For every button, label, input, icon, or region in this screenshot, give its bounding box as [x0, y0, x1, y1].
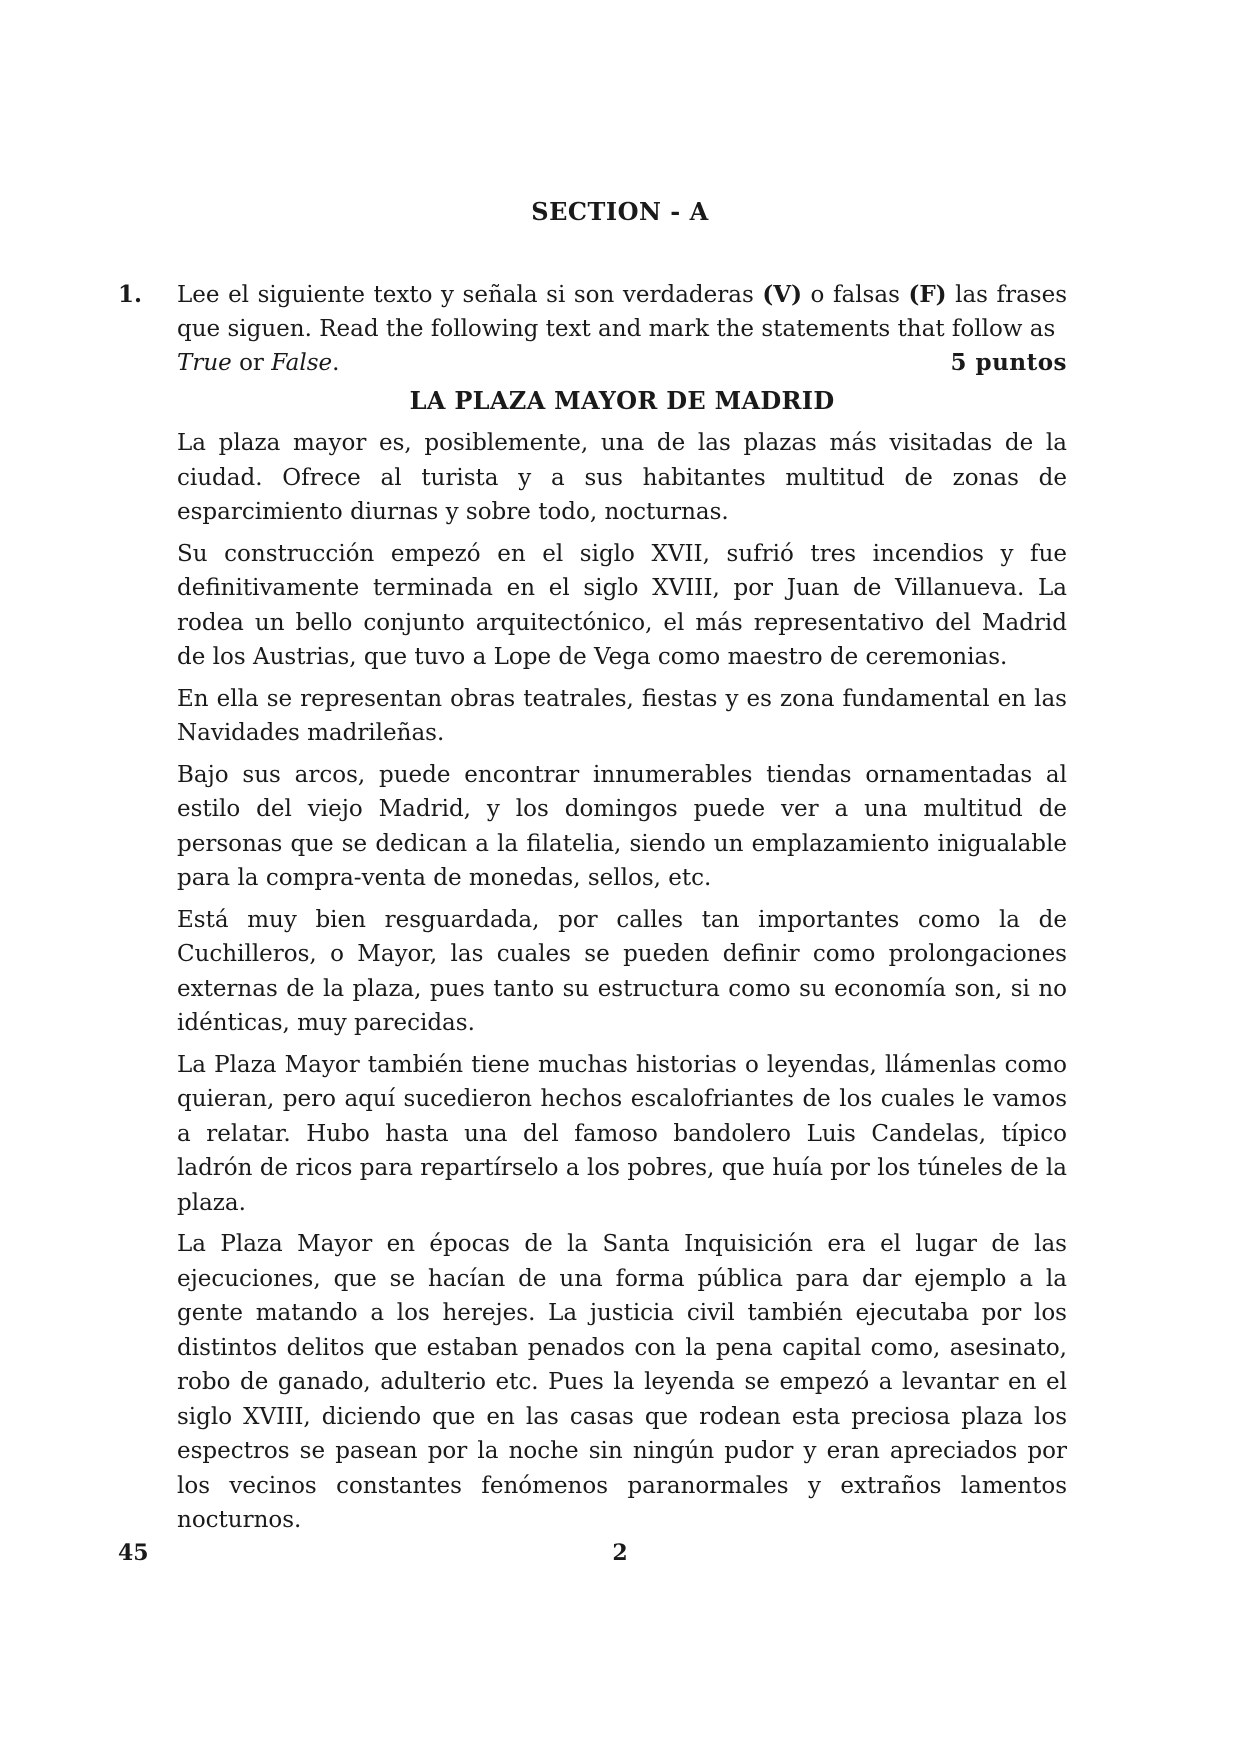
- paper-code: 45: [118, 1540, 149, 1566]
- instruction-end: .: [332, 350, 340, 376]
- instruction-text-b: o falsas: [801, 282, 909, 308]
- instruction-v-marker: (V): [762, 281, 802, 308]
- reading-title: LA PLAZA MAYOR DE MADRID: [409, 386, 835, 415]
- reading-paragraph: La plaza mayor es, posiblemente, una de las plazas más visitadas de la ciudad. Ofrece al turista y a sus habitantes multitud de zonas de esparcimiento diurnas y sobre todo, nocturnas.: [177, 430, 1067, 525]
- question-points: 5 puntos: [950, 349, 1067, 376]
- reading-paragraph: La Plaza Mayor en épocas de la Santa Inquisición era el lugar de las ejecuciones, que se hacían de una forma pública para dar ejemplo a la gente matando a los herejes. La justicia civil también ejecutaba por los distintos delitos que estaban penados con la pena capital como, asesinato, robo de ganado, adulterio etc. Pues la leyenda se empezó a levantar en el siglo XVIII, diciendo que en las casas que rodean esta preciosa plaza los espectros se pasean por la noche sin ningún pudor y eran apreciados por los vecinos constantes fenómenos paranormales y extraños lamentos nocturnos.: [177, 1231, 1067, 1533]
- instruction-last-line: [177, 346, 1067, 380]
- page-number: 2: [612, 1540, 628, 1566]
- question-instruction: [177, 278, 1067, 346]
- instruction-text-a: Lee el siguiente texto y señala si son verdaderas: [177, 282, 763, 308]
- section-title: SECTION - A: [531, 197, 709, 226]
- reading-paragraph: Bajo sus arcos, puede encontrar innumerables tiendas ornamentadas al estilo del viejo Madrid, y los domingos puede ver a una multitud de personas que se dedican a la filatelia, siendo un emplazamiento inigualable para la compra-venta de monedas, sellos, etc.: [177, 761, 1067, 891]
- question-body: [177, 278, 1067, 1545]
- instruction-text-c: las frases que siguen. Read the following text and mark the statements that follow as: [177, 282, 1067, 342]
- instruction-true: True: [177, 350, 232, 376]
- reading-paragraph: La Plaza Mayor también tiene muchas historias o leyendas, llámenlas como quieran, pero aquí sucedieron hechos escalofriantes de los cuales le vamos a relatar. Hubo hasta una del famoso bandolero Luis Candelas, típico ladrón de ricos para repartírselo a los pobres, que huía por los túneles de la plaza.: [177, 1051, 1067, 1216]
- reading-paragraph: Está muy bien resguardada, por calles tan importantes como la de Cuchilleros, o Mayor, las cuales se pueden definir como prolongaciones externas de la plaza, pues tanto su estructura como su economía son, si no idénticas, muy parecidas.: [177, 906, 1067, 1036]
- instruction-true-false: [177, 346, 339, 380]
- reading-paragraph: En ella se representan obras teatrales, fiestas y es zona fundamental en las Navidades madrileñas.: [177, 685, 1067, 746]
- question-number: 1.: [118, 281, 143, 308]
- instruction-false: False: [271, 350, 333, 376]
- reading-paragraph: Su construcción empezó en el siglo XVII, sufrió tres incendios y fue definitivamente terminada en el siglo XVIII, por Juan de Villanueva. La rodea un bello conjunto arquitectónico, el más representativo del Madrid de los Austrias, que tuvo a Lope de Vega como maestro de ceremonias.: [177, 540, 1067, 670]
- instruction-or: or: [231, 350, 272, 376]
- instruction-f-marker: (F): [908, 281, 947, 308]
